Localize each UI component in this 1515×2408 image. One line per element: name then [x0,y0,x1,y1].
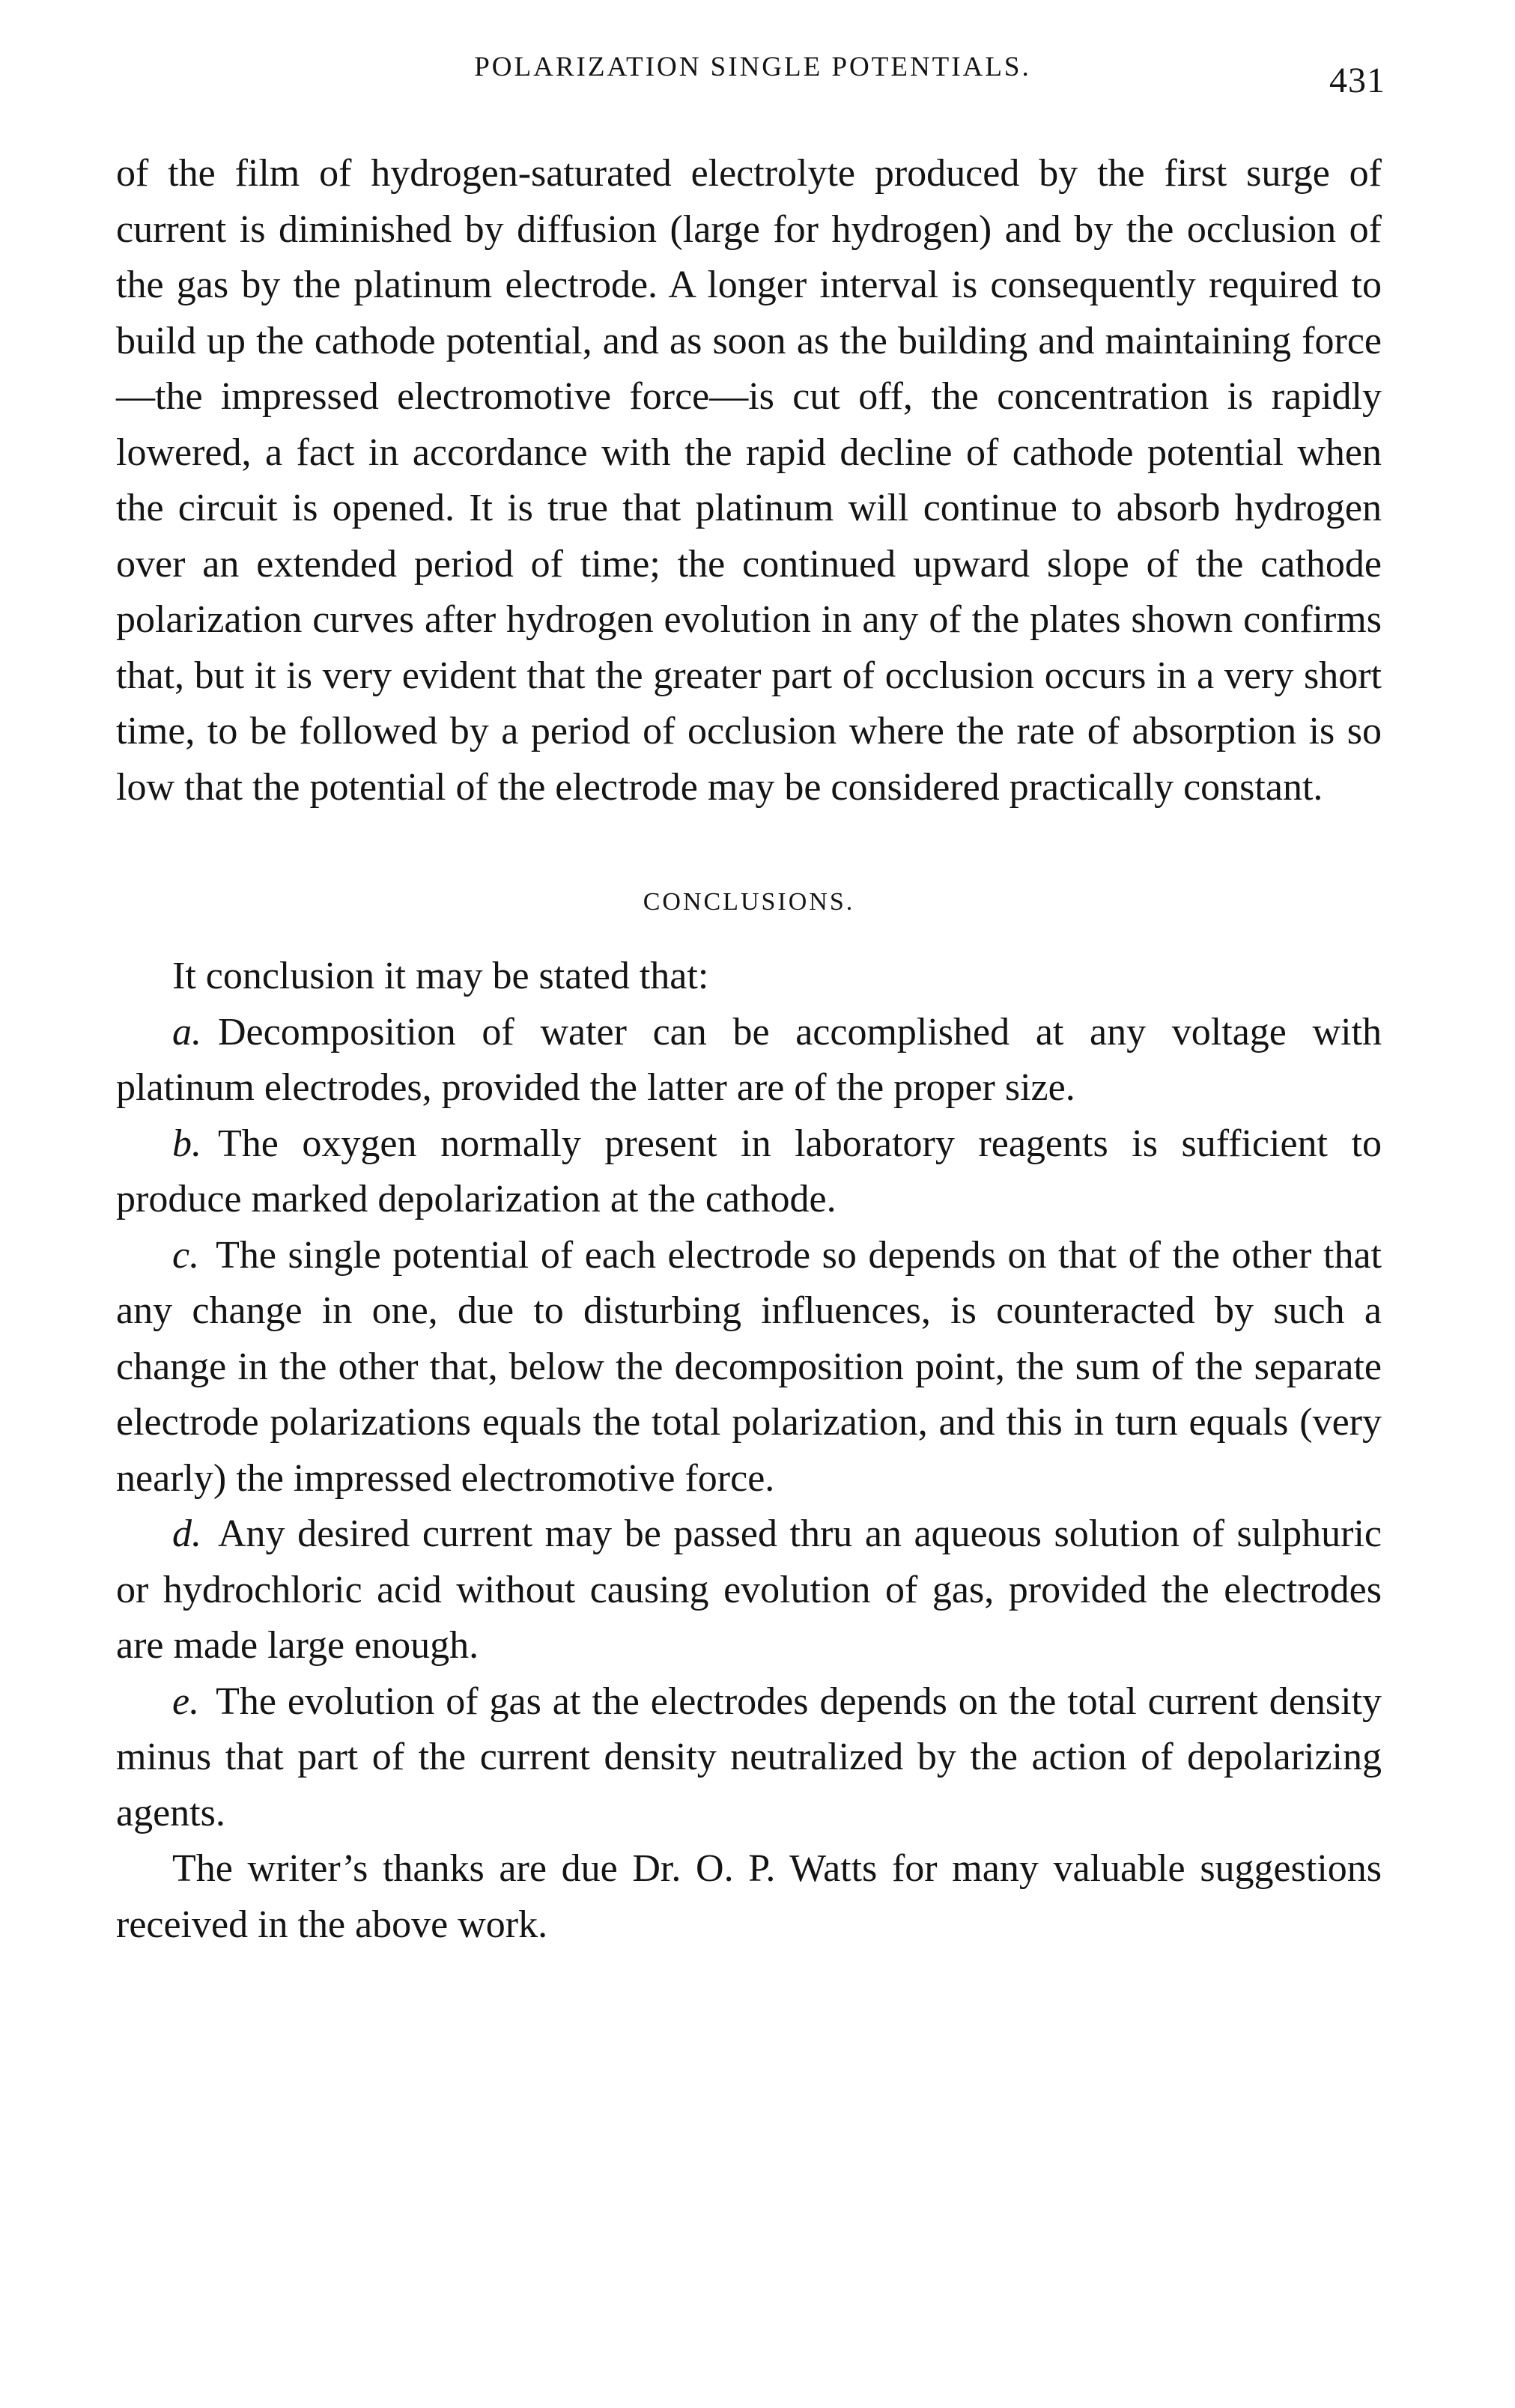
acknowledgement: The writer’s thanks are due Dr. O. P. Watts for many valuable suggestions received in the above work. [116,1847,1382,1946]
item-letter: a. [172,1010,201,1054]
conclusion-item-d [116,1506,1382,1674]
conclusions-heading: CONCLUSIONS. [643,888,855,916]
item-text: Any desired current may be passed thru an aqueous solution of sulphuric or hydrochloric acid without causing evolution of gas, provided the electrodes are made large enough. [116,1512,1382,1667]
item-letter: d. [172,1512,201,1555]
running-head [120,51,1385,103]
conclusion-item-e [116,1674,1382,1842]
item-text: Decomposition of water can be accomplished at any voltage with platinum electrodes, provided the latter are of the proper size. [116,1010,1382,1109]
opening-paragraph: of the film of hydrogen-saturated electrolyte produced by the first surge of current is diminished by diffusion (large for hydrogen) and by the occlusion of the gas by the platinum electrode. A longer interval is consequently required to build up the cathode potential, and as soon as the building and maintaining force—the impressed electromotive force—is cut off, the concentration is rapidly lowered, a fact in accordance with the rapid decline of cathode potential when the circuit is opened. It is true that platinum will continue to absorb hydrogen over an extended period of time; the continued upward slope of the cathode polarization curves after hydrogen evolution in any of the plates shown confirms that, but it is very evident that the greater part of occlusion occurs in a very short time, to be followed by a period of occlusion where the rate of absorption is so low that the potential of the electrode may be considered practically constant. [116,152,1382,809]
conclusions-intro: It conclusion it may be stated that: [172,955,709,997]
running-title: POLARIZATION SINGLE POTENTIALS. [474,52,1031,82]
conclusion-item-a [116,1005,1382,1116]
page-number: 431 [1329,61,1385,100]
item-text: The evolution of gas at the electrodes depends on the total current density minus that part of the current density neutralized by the action of depolarizing agents. [116,1679,1382,1834]
item-letter: c. [172,1233,200,1277]
item-text: The oxygen normally present in laboratory reagents is sufficient to produce marked depolarization at the cathode. [116,1122,1382,1220]
item-letter: b. [172,1122,201,1165]
item-text: The single potential of each electrode so depends on that of the other that any change in one, due to disturbing influences, is counteracted by such a change in the other that, below the decomposition point, the sum of the separate electrode polarizations equals the total polarization, and this in turn equals (very nearly) the impressed electromotive force. [116,1233,1382,1500]
conclusion-item-b [116,1116,1382,1228]
body-text [116,146,1382,1953]
item-letter: e. [172,1679,200,1723]
conclusion-item-c [116,1228,1382,1507]
